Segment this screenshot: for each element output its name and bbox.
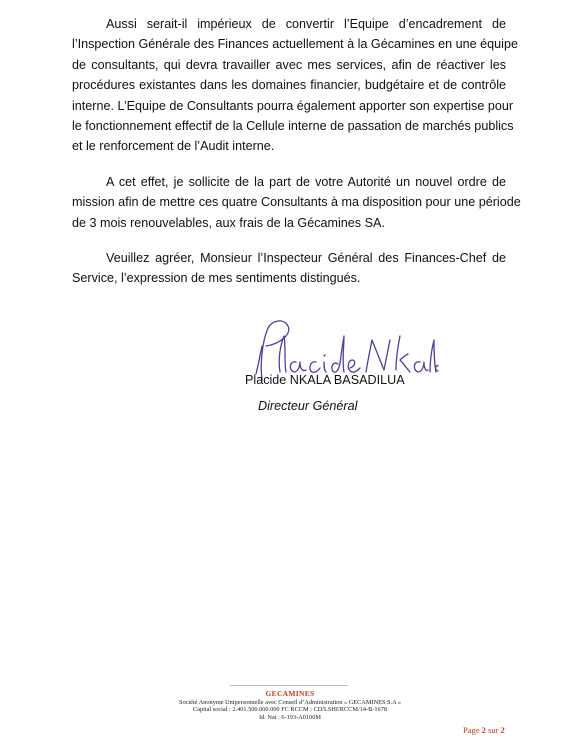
paragraph-mission-order bbox=[72, 172, 521, 233]
page-current: 2 bbox=[481, 725, 486, 735]
text-line: Service, l’expression de mes sentiments distingués. bbox=[72, 271, 361, 286]
page-total: 2 bbox=[500, 725, 505, 735]
page-label: Page bbox=[463, 725, 480, 735]
text-line: le fonctionnement effectif de la Cellule interne de passation de marchés publics bbox=[72, 119, 514, 134]
text-line: Veuillez agréer, Monsieur l’Inspecteur Général des Finances-Chef de bbox=[106, 251, 506, 265]
company-name: GECAMINES bbox=[265, 689, 315, 698]
footer-id-line: Id. Nat : 6-193-A0100M bbox=[259, 713, 321, 721]
paragraph-closing-formula bbox=[72, 248, 506, 289]
text-line: A cet effet, je sollicite de la part de votre Autorité un nouvel ordre de bbox=[106, 175, 506, 189]
signer-name: Placide NKALA BASADILUA bbox=[245, 373, 405, 387]
text-line: et le renforcement de l’Audit interne. bbox=[72, 139, 275, 154]
text-line: interne. L’Equipe de Consultants pourra également apporter son expertise pour bbox=[72, 98, 514, 113]
text-line: de 3 mois renouvelables, aux frais de la Gécamines SA. bbox=[72, 215, 385, 230]
paragraph-consultants-request bbox=[72, 14, 518, 157]
signer-title: Directeur Général bbox=[258, 399, 358, 413]
signature-block bbox=[240, 316, 440, 396]
text-line: Aussi serait-il impérieux de convertir l’Equipe d’encadrement de bbox=[106, 17, 506, 31]
page-number bbox=[463, 725, 505, 735]
text-line: mission afin de mettre ces quatre Consultants à ma disposition pour une période bbox=[72, 195, 521, 210]
company-footer bbox=[140, 690, 440, 721]
text-line: de consultants, qui devra travailler avec mes services, afin de réactiver les bbox=[72, 57, 506, 72]
footer-capital-line: Capital social : 2.401.500.000.000 FC RCCM : CD/LSHI/RCCM/14-B-1678 bbox=[193, 706, 387, 714]
text-line: l’Inspection Générale des Finances actuellement à la Gécamines en une équipe bbox=[72, 37, 518, 52]
footer-legal-line: Société Anonyme Unipersonnelle avec Conseil d’Administration « GECAMINES S.A » bbox=[178, 698, 402, 706]
page-sep: sur bbox=[488, 725, 499, 735]
footer-divider bbox=[230, 685, 348, 686]
text-line: procédures existantes dans les domaines financier, budgétaire et de contrôle bbox=[72, 78, 506, 93]
